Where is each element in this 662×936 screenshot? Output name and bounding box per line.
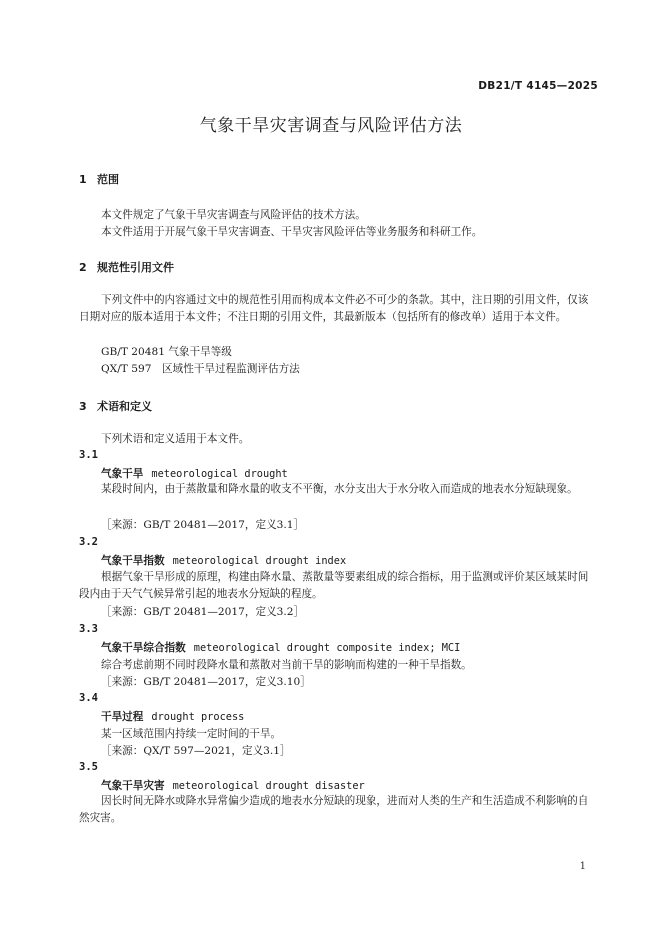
term-number: 3.1	[79, 449, 98, 461]
term-name-en: meteorological drought index	[172, 555, 347, 567]
term-heading	[101, 640, 460, 655]
term-name-en: meteorological drought disaster	[172, 780, 365, 792]
term-definition: 某一区域范围内持续一定时间的干旱。	[101, 728, 282, 740]
section-1-heading	[79, 171, 119, 187]
section-2-heading	[79, 259, 174, 275]
term-source: ［来源：QX/T 597—2021，定义3.1］	[101, 745, 291, 757]
term-heading	[101, 778, 365, 793]
term-source: ［来源：GB/T 20481—2017，定义3.10］	[101, 676, 311, 688]
term-number: 3.4	[79, 692, 98, 704]
section-2-title: 规范性引用文件	[97, 261, 174, 274]
document-title: 气象干旱灾害调查与风险评估方法	[199, 116, 463, 136]
term-name-zh: 干旱过程	[101, 711, 144, 723]
term-name-zh: 气象干旱指数	[101, 555, 165, 567]
term-definition	[79, 793, 598, 827]
standard-code: DB21/T 4145—2025	[478, 80, 598, 92]
section-2-number: 2	[79, 261, 87, 274]
reference-item-2: QX/T 597 区域性干旱过程监测评估方法	[101, 363, 300, 375]
normative-references-intro-text: 下列文件中的内容通过文中的规范性引用而构成本文件必不可少的条款。其中，注日期的引用文件，仅该日期对应的版本适用于本文件；不注日期的引用文件，其最新版本（包括所有的修改单）适用于本文件。	[79, 294, 589, 323]
normative-references-intro	[79, 292, 598, 326]
term-definition: 综合考虑前期不同时段降水量和蒸散对当前干旱的影响而构建的一种干旱指数。	[101, 659, 472, 671]
term-number: 3.3	[79, 623, 98, 635]
term-definition	[79, 481, 598, 498]
term-name-en: drought process	[151, 711, 245, 723]
term-definition-text: 根据气象干旱形成的原理，构建由降水量、蒸散量等要素组成的综合指标，用于监测或评价某区域某时间段内由于天气气候异常引起的地表水分短缺的程度。	[79, 571, 589, 600]
reference-item-1: GB/T 20481 气象干旱等级	[101, 346, 232, 358]
section-3-heading	[79, 398, 152, 414]
page-number: 1	[579, 861, 586, 872]
section-3-number: 3	[79, 400, 87, 413]
term-definition	[79, 569, 598, 603]
section-1-title: 范围	[97, 173, 119, 186]
term-number: 3.2	[79, 536, 98, 548]
scope-paragraph-2: 本文件适用于开展气象干旱灾害调查、干旱灾害风险评估等业务服务和科研工作。	[101, 226, 483, 238]
term-definition-text: 因长时间无降水或降水异常偏少造成的地表水分短缺的现象，进而对人类的生产和生活造成不利影响的自然灾害。	[79, 795, 589, 824]
term-source: ［来源：GB/T 20481—2017，定义3.1］	[101, 519, 305, 531]
term-name-zh: 气象干旱综合指数	[101, 642, 186, 654]
term-heading	[101, 709, 244, 724]
section-1-number: 1	[79, 173, 87, 186]
term-number: 3.5	[79, 761, 98, 773]
term-heading	[101, 466, 288, 481]
term-definition-text: 某段时间内，由于蒸散量和降水量的收支不平衡，水分支出大于水分收入而造成的地表水分短缺现象。	[101, 483, 578, 495]
term-name-en: meteorological drought	[151, 468, 288, 480]
term-heading	[101, 553, 346, 568]
term-name-en: meteorological drought composite index; MCI	[193, 642, 461, 654]
term-name-zh: 气象干旱灾害	[101, 780, 165, 792]
section-3-title: 术语和定义	[97, 400, 152, 413]
terms-intro: 下列术语和定义适用于本文件。	[101, 433, 250, 445]
scope-paragraph-1: 本文件规定了气象干旱灾害调查与风险评估的技术方法。	[101, 209, 366, 221]
term-name-zh: 气象干旱	[101, 468, 144, 480]
term-source: ［来源：GB/T 20481—2017，定义3.2］	[101, 606, 305, 618]
